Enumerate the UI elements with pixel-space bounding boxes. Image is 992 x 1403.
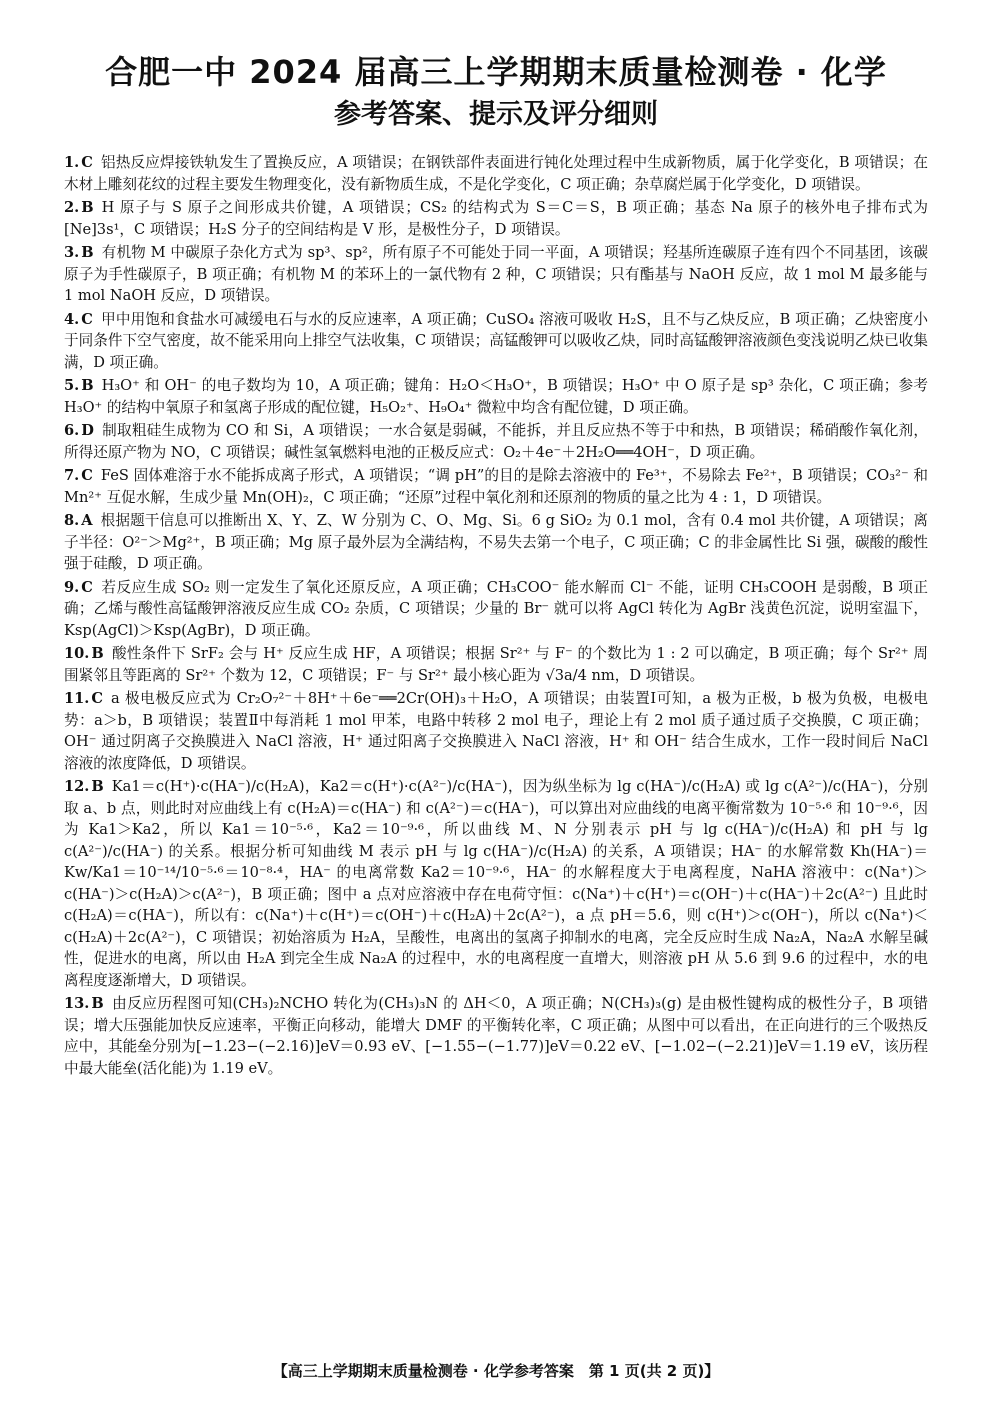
- answer-list: [64, 152, 928, 1079]
- item-number: 2.: [64, 199, 80, 216]
- item-explanation: 由反应历程图可知(CH₃)₂NCHO 转化为(CH₃)₃N 的 ΔH＜0，A 项正确；N(CH₃)₃(g) 是由极性键构成的极性分子，B 项错误；增大压强能加快反应速率，平衡正向移动，能增大 DMF 的平衡转化率，C 项正确；从图中可以看出，在正向进行的三个吸热反应中，其能垒分别为[−1.23−(−2.16)]eV＝0.93 eV、[−1.55−(−1.77)]eV＝0.22 eV、[−1.02−(−2.21)]eV＝1.19 eV，该历程中最大能垒(活化能)为 1.19 eV。: [64, 995, 928, 1077]
- item-answer: C: [91, 690, 104, 707]
- item-number: 13.: [64, 995, 90, 1012]
- answer-item-8: [64, 510, 928, 575]
- item-number: 1.: [64, 154, 80, 171]
- item-explanation: H₃O⁺ 和 OH⁻ 的电子数均为 10，A 项正确；键角：H₂O＜H₃O⁺，B 项错误；H₃O⁺ 中 O 原子是 sp³ 杂化，C 项正确；参考 H₃O⁺ 的结构中氧原子和氢离子形成的配位键，H₅O₂⁺、H₉O₄⁺ 微粒中均含有配位键，D 项正确。: [64, 377, 928, 416]
- item-explanation: Ka1＝c(H⁺)·c(HA⁻)/c(H₂A)，Ka2＝c(H⁺)·c(A²⁻)/c(HA⁻)，因为纵坐标为 lg c(HA⁻)/c(H₂A) 或 lg c(A²⁻)/c(HA⁻)，分别取 a、b 点，则此时对应曲线上有 c(H₂A)＝c(HA⁻) 和 c(A²⁻)＝c(HA⁻)，可以算出对应曲线的电离平衡常数为 10⁻⁵·⁶ 和 10⁻⁹·⁶，因为 Ka1＞Ka2，所以 Ka1＝10⁻⁵·⁶，Ka2＝10⁻⁹·⁶，所以曲线 M、N 分别表示 pH 与 lg c(HA⁻)/c(H₂A) 和 pH 与 lg c(A²⁻)/c(HA⁻) 的关系。根据分析可知曲线 M 表示 pH 与 lg c(HA⁻)/c(H₂A) 的关系，A 项错误；HA⁻ 的水解常数 Kh(HA⁻)＝Kw/Ka1＝10⁻¹⁴/10⁻⁵·⁶＝10⁻⁸·⁴，HA⁻ 的电离常数 Ka2＝10⁻⁹·⁶，HA⁻ 的水解程度大于电离程度，NaHA 溶液中：c(Na⁺)＞c(HA⁻)＞c(H₂A)＞c(A²⁻)，B 项正确；图中 a 点对应溶液中存在电荷守恒：c(Na⁺)＋c(H⁺)＝c(OH⁻)＋c(HA⁻)＋2c(A²⁻) 且此时 c(H₂A)＝c(HA⁻)，所以有：c(Na⁺)＋c(H⁺)＝c(OH⁻)＋c(H₂A)＋2c(A²⁻)，a 点 pH＝5.6，则 c(H⁺)＞c(OH⁻)，所以 c(Na⁺)＜c(H₂A)＋2c(A²⁻)，C 项错误；初始溶质为 H₂A，呈酸性，电离出的氢离子抑制水的电离，完全反应时生成 Na₂A，Na₂A 水解呈碱性，促进水的电离，所以由 H₂A 到完全生成 Na₂A 的过程中，水的电离程度一直增大，则溶液 pH 从 5.6 到 9.6 的过程中，水的电离程度逐渐增大，D 项错误。: [64, 778, 928, 989]
- answer-item-1: [64, 152, 928, 195]
- item-number: 9.: [64, 578, 80, 596]
- answer-item-13: [64, 993, 928, 1079]
- item-answer: A: [81, 512, 93, 529]
- page-title: 合肥一中 2024 届高三上学期期末质量检测卷 · 化学: [105, 53, 887, 91]
- item-explanation: 甲中用饱和食盐水可减缓电石与水的反应速率，A 项正确；CuSO₄ 溶液可吸收 H₂S，且不与乙炔反应，B 项正确；乙炔密度小于同条件下空气密度，故不能采用向上排空气法收集，C 项错误；高锰酸钾可以吸收乙炔，同时高锰酸钾溶液颜色变浅说明乙炔已收集满，D 项正确。: [64, 310, 928, 371]
- item-answer: B: [81, 244, 94, 261]
- item-number: 4.: [64, 310, 80, 328]
- page-subtitle: 参考答案、提示及评分细则: [334, 99, 658, 130]
- item-explanation: H 原子与 S 原子之间形成共价键，A 项错误；CS₂ 的结构式为 S＝C＝S，B 项正确；基态 Na 原子的核外电子排布式为[Ne]3s¹，C 项错误；H₂S 分子的空间结构是 V 形，是极性分子，D 项错误。: [64, 199, 928, 238]
- answer-item-11: [64, 688, 928, 774]
- answer-item-5: [64, 375, 928, 418]
- answer-item-7: [64, 465, 928, 508]
- item-number: 10.: [64, 645, 90, 662]
- item-number: 8.: [64, 512, 80, 529]
- item-answer: B: [81, 199, 94, 216]
- item-explanation: 若反应生成 SO₂ 则一定发生了氧化还原反应，A 项正确；CH₃COO⁻ 能水解而 Cl⁻ 不能，证明 CH₃COOH 是弱酸，B 项正确；乙烯与酸性高锰酸钾溶液反应生成 CO₂ 杂质，C 项错误；少量的 Br⁻ 就可以将 AgCl 转化为 AgBr 浅黄色沉淀，说明室温下，Ksp(AgCl)＞Ksp(AgBr)，D 项正确。: [64, 578, 928, 639]
- item-number: 11.: [64, 690, 90, 707]
- answer-item-6: [64, 420, 928, 463]
- item-number: 5.: [64, 377, 80, 394]
- item-explanation: 制取粗硅生成物为 CO 和 Si，A 项错误；一水合氨是弱碱，不能拆，并且反应热不等于中和热，B 项错误；稀硝酸作氧化剂，所得还原产物为 NO，C 项错误；碱性氢氧燃料电池的正极反应式：O₂＋4e⁻＋2H₂O══4OH⁻，D 项正确。: [64, 422, 928, 461]
- item-answer: B: [91, 778, 104, 795]
- item-number: 7.: [64, 467, 80, 484]
- answer-item-3: [64, 242, 928, 307]
- page-footer: 【高三上学期期末质量检测卷 · 化学参考答案 第 1 页(共 2 页)】: [272, 1362, 720, 1380]
- item-explanation: 铝热反应焊接铁轨发生了置换反应，A 项错误；在钢铁部件表面进行钝化处理过程中生成新物质，属于化学变化，B 项错误；在木材上雕刻花纹的过程主要发生物理变化，没有新物质生成，不是化学变化，C 项正确；杂草腐烂属于化学变化，D 项错误。: [64, 154, 928, 193]
- item-answer: C: [81, 310, 93, 328]
- answer-item-2: [64, 197, 928, 240]
- item-number: 3.: [64, 244, 80, 261]
- item-explanation: 酸性条件下 SrF₂ 会与 H⁺ 反应生成 HF，A 项错误；根据 Sr²⁺ 与 F⁻ 的个数比为 1 : 2 可以确定，B 项正确；每个 Sr²⁺ 周围紧邻且等距离的 Sr²⁺ 个数为 12，C 项错误；F⁻ 与 Sr²⁺ 最小核心距为 √3a/4 nm，D 项错误。: [64, 645, 928, 684]
- item-answer: D: [81, 422, 94, 439]
- item-answer: C: [81, 154, 93, 171]
- item-explanation: FeS 固体难溶于水不能拆成离子形式，A 项错误；“调 pH”的目的是除去溶液中的 Fe³⁺，不易除去 Fe²⁺，B 项错误；CO₃²⁻ 和 Mn²⁺ 互促水解，生成少量 Mn(OH)₂，C 项正确；“还原”过程中氧化剂和还原剂的物质的量之比为 4 : 1，D 项错误。: [64, 467, 928, 506]
- item-number: 6.: [64, 422, 80, 439]
- item-answer: C: [81, 467, 93, 484]
- item-explanation: 根据题干信息可以推断出 X、Y、Z、W 分别为 C、O、Mg、Si。6 g SiO₂ 为 0.1 mol，含有 0.4 mol 共价键，A 项错误；离子半径：O²⁻＞Mg²⁺，B 项正确；Mg 原子最外层为全满结构，不易失去第一个电子，C 项正确；C 的非金属性比 Si 强，碳酸的酸性强于硅酸，D 项正确。: [64, 512, 928, 572]
- item-explanation: 有机物 M 中碳原子杂化方式为 sp³、sp²，所有原子不可能处于同一平面，A 项错误；羟基所连碳原子连有四个不同基团，该碳原子为手性碳原子，B 项正确；有机物 M 的苯环上的一氯代物有 2 种，C 项错误；只有酯基与 NaOH 反应，故 1 mol M 最多能与 1 mol NaOH 反应，D 项错误。: [64, 244, 928, 304]
- item-number: 12.: [64, 778, 90, 795]
- item-answer: B: [81, 377, 94, 394]
- answer-item-12: [64, 776, 928, 991]
- answer-item-10: [64, 643, 928, 686]
- answer-item-9: [64, 577, 928, 642]
- item-answer: B: [91, 645, 104, 662]
- item-answer: C: [81, 578, 93, 596]
- item-explanation: a 极电极反应式为 Cr₂O₇²⁻＋8H⁺＋6e⁻══2Cr(OH)₃＋H₂O，A 项错误；由装置Ⅰ可知，a 极为正极，b 极为负极，电极电势：a＞b，B 项错误；装置Ⅱ中每消耗 1 mol 甲苯，电路中转移 2 mol 电子，理论上有 2 mol 质子通过质子交换膜，C 项正确；OH⁻ 通过阴离子交换膜进入 NaCl 溶液，H⁺ 通过阳离子交换膜进入 NaCl 溶液，H⁺ 和 OH⁻ 结合生成水，工作一段时间后 NaCl 溶液的浓度降低，D 项错误。: [64, 690, 928, 772]
- item-answer: B: [91, 995, 104, 1012]
- answer-item-4: [64, 309, 928, 374]
